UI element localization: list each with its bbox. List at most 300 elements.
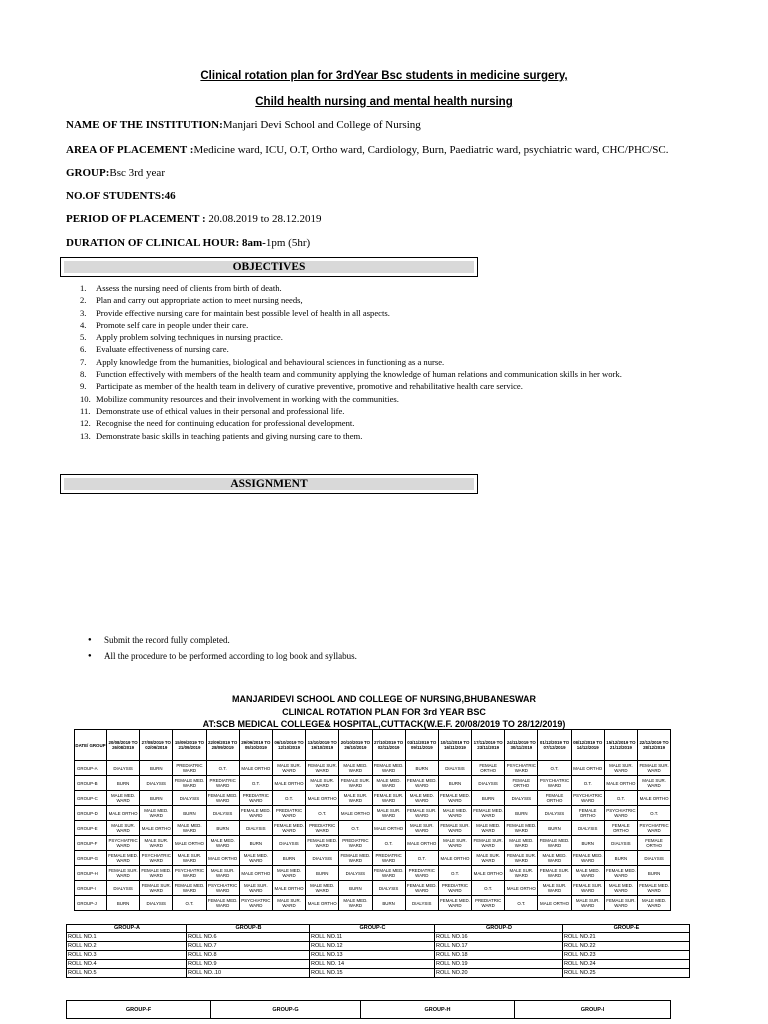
ward-cell: DIALYSIS bbox=[571, 821, 604, 836]
group-header-cell: GROUP-E bbox=[563, 925, 690, 933]
ward-cell: FEMALE ORTHO bbox=[472, 761, 505, 776]
plan-heading-line1: MANJARIDEVI SCHOOL AND COLLEGE OF NURSING,BHUBANESWAR bbox=[231, 694, 536, 704]
objective-number: 8. bbox=[80, 369, 87, 380]
ward-cell: FEMALE MED. WARD bbox=[140, 866, 173, 881]
ward-cell: BURN bbox=[140, 761, 173, 776]
objective-text: Apply problem solving techniques in nursing practice. bbox=[96, 332, 283, 343]
ward-cell: DIALYSIS bbox=[339, 866, 372, 881]
assignment-heading: ASSIGNMENT bbox=[64, 478, 474, 490]
ward-cell: MALE SUR. WARD bbox=[239, 881, 272, 896]
ward-cell: PSYCHIATRIC WARD bbox=[107, 836, 140, 851]
info-value: Bsc 3rd year bbox=[109, 167, 165, 179]
roll-cell: ROLL NO.17 bbox=[435, 942, 563, 951]
ward-cell: MALE SUR. WARD bbox=[272, 761, 305, 776]
ward-cell: MALE SUR. WARD bbox=[438, 836, 471, 851]
roll-cell: ROLL NO.12 bbox=[310, 942, 435, 951]
ward-cell: BURN bbox=[638, 866, 671, 881]
table-header-cell: 27/10/2019 TO 02/11/2019 bbox=[372, 730, 405, 761]
objective-item bbox=[80, 417, 700, 429]
objective-number: 12. bbox=[80, 418, 91, 429]
ward-cell: MALE SUR. WARD bbox=[405, 821, 438, 836]
table-header-cell: 13/10/2019 TO 19/10/2019 bbox=[306, 730, 339, 761]
ward-cell: DIALYSIS bbox=[206, 806, 239, 821]
ward-cell: PSYCHIATRIC WARD bbox=[206, 881, 239, 896]
ward-cell: FEMALE MED. WARD bbox=[438, 896, 471, 911]
ward-cell: FEMALE SUR. WARD bbox=[438, 821, 471, 836]
ward-cell: PSYCHIATRIC WARD bbox=[140, 851, 173, 866]
document-title-line1: Clinical rotation plan for 3rdYear Bsc students in medicine surgery, bbox=[200, 70, 568, 82]
notes-list bbox=[88, 632, 357, 664]
roll-cell: ROLL NO.5 bbox=[67, 969, 187, 978]
ward-cell: MALE MED. WARD bbox=[339, 761, 372, 776]
ward-cell: BURN bbox=[372, 896, 405, 911]
roll-cell: ROLL NO.1 bbox=[67, 933, 187, 942]
table-row bbox=[75, 821, 671, 836]
ward-cell: BURN bbox=[107, 896, 140, 911]
table-header-cell: 24/11/2019 TO 30/11/2019 bbox=[505, 730, 538, 761]
ward-cell: PREDIATRIC WARD bbox=[239, 791, 272, 806]
objective-text: Participate as member of the health team in delivery of curative preventive, promotive and rehabilitative health care service. bbox=[96, 381, 523, 392]
ward-cell: FEMALE MED. WARD bbox=[372, 761, 405, 776]
ward-cell: MALE ORTHO bbox=[272, 881, 305, 896]
objective-item bbox=[80, 331, 700, 343]
table-row bbox=[75, 881, 671, 896]
ward-cell: O.T. bbox=[505, 896, 538, 911]
ward-cell: BURN bbox=[306, 866, 339, 881]
objective-text: Demonstrate basic skills in teaching patients and giving nursing care to them. bbox=[96, 430, 363, 441]
ward-cell: MALE ORTHO bbox=[239, 866, 272, 881]
ward-cell: MALE ORTHO bbox=[604, 776, 637, 791]
group-header-cell: GROUP-C bbox=[310, 925, 435, 933]
table-row bbox=[75, 806, 671, 821]
ward-cell: PREDIATRIC WARD bbox=[438, 881, 471, 896]
ward-cell: FEMALE SUR. WARD bbox=[505, 851, 538, 866]
info-label: GROUP: bbox=[66, 167, 110, 179]
plan-heading-line2: CLINICAL ROTATION PLAN FOR 3rd YEAR BSC bbox=[282, 707, 486, 717]
table-row bbox=[67, 933, 690, 942]
roll-cell: ROLL NO.8 bbox=[187, 951, 310, 960]
ward-cell: DIALYSIS bbox=[140, 896, 173, 911]
table-header-cell: 17/11/2019 TO 23/11/2019 bbox=[472, 730, 505, 761]
objective-item bbox=[80, 368, 700, 380]
table-row bbox=[75, 836, 671, 851]
ward-cell: FEMALE MED. WARD bbox=[638, 881, 671, 896]
ward-cell: BURN bbox=[239, 836, 272, 851]
table-header-cell: 27/08/2019 TO 02/09/2019 bbox=[140, 730, 173, 761]
roll-cell: ROLL NO.4 bbox=[67, 960, 187, 969]
ward-cell: MALE MED. WARD bbox=[538, 851, 571, 866]
table-header-cell: 15/09/2019 TO 21/09/2019 bbox=[173, 730, 206, 761]
ward-cell: MALE SUR. WARD bbox=[306, 776, 339, 791]
ward-cell: MALE SUR. WARD bbox=[505, 866, 538, 881]
table-header-cell: 10/11/2019 TO 16/11/2019 bbox=[438, 730, 471, 761]
info-label: AREA OF PLACEMENT : bbox=[66, 144, 194, 156]
ward-cell: MALE SUR. WARD bbox=[638, 776, 671, 791]
ward-cell: DIALYSIS bbox=[638, 851, 671, 866]
objective-item bbox=[80, 380, 700, 392]
table-header-row bbox=[67, 1001, 671, 1019]
objective-number: 13. bbox=[80, 430, 91, 441]
table-row bbox=[75, 791, 671, 806]
objective-item bbox=[80, 343, 700, 355]
info-value: Medicine ward, ICU, O.T, Ortho ward, Cardiology, Burn, Paediatric ward, psychiatric ward, CHC/PHC/SC. bbox=[193, 144, 669, 156]
objective-text: Recognise the need for continuing education for professional development. bbox=[96, 418, 355, 429]
ward-cell: O.T. bbox=[538, 761, 571, 776]
roll-cell: ROLL NO.3 bbox=[67, 951, 187, 960]
ward-cell: FEMALE ORTHO bbox=[571, 806, 604, 821]
ward-cell: FEMALE MED. WARD bbox=[306, 836, 339, 851]
ward-cell: FEMALE SUR. WARD bbox=[306, 761, 339, 776]
ward-cell: DIALYSIS bbox=[140, 776, 173, 791]
ward-cell: BURN bbox=[604, 851, 637, 866]
ward-cell: BURN bbox=[405, 761, 438, 776]
ward-cell: FEMALE MED. WARD bbox=[339, 851, 372, 866]
roll-cell: ROLL NO.16 bbox=[435, 933, 563, 942]
ward-cell: MALE MED. WARD bbox=[438, 806, 471, 821]
ward-cell: MALE ORTHO bbox=[505, 881, 538, 896]
group-header-cell: GROUP-F bbox=[67, 1001, 211, 1019]
ward-cell: DIALYSIS bbox=[405, 896, 438, 911]
objective-number: 11. bbox=[80, 405, 91, 416]
ward-cell: FEMALE SUR. WARD bbox=[538, 866, 571, 881]
roll-cell: ROLL NO.15 bbox=[310, 969, 435, 978]
ward-cell: MALE ORTHO bbox=[272, 776, 305, 791]
group-cell: GROUP-D bbox=[75, 806, 107, 821]
ward-cell: DIALYSIS bbox=[239, 821, 272, 836]
group-cell: GROUP-A bbox=[75, 761, 107, 776]
objective-text: Mobilize community resources and their involvement in working with the communities. bbox=[96, 393, 399, 404]
objective-text: Promote self care in people under their care. bbox=[96, 319, 249, 330]
ward-cell: MALE SUR. WARD bbox=[173, 851, 206, 866]
ward-cell: PREDIATRIC WARD bbox=[206, 776, 239, 791]
ward-cell: FEMALE MED. WARD bbox=[107, 851, 140, 866]
ward-cell: MALE MED. WARD bbox=[372, 776, 405, 791]
ward-cell: DIALYSIS bbox=[107, 761, 140, 776]
ward-cell: MALE ORTHO bbox=[438, 851, 471, 866]
roll-cell: ROLL NO.22 bbox=[563, 942, 690, 951]
ward-cell: MALE SUR. WARD bbox=[107, 821, 140, 836]
objective-item bbox=[80, 356, 700, 368]
ward-cell: MALE SUR. WARD bbox=[571, 896, 604, 911]
ward-cell: MALE SUR. WARD bbox=[140, 836, 173, 851]
ward-cell: BURN bbox=[272, 851, 305, 866]
ward-cell: MALE MED. WARD bbox=[405, 791, 438, 806]
ward-cell: BURN bbox=[107, 776, 140, 791]
objective-item bbox=[80, 430, 700, 442]
group-header-cell: GROUP-G bbox=[211, 1001, 361, 1019]
ward-cell: FEMALE ORTHO bbox=[638, 836, 671, 851]
ward-cell: MALE ORTHO bbox=[140, 821, 173, 836]
info-value: 1pm (5hr) bbox=[265, 237, 311, 249]
ward-cell: O.T. bbox=[306, 806, 339, 821]
ward-cell: FEMALE MED. WARD bbox=[239, 806, 272, 821]
ward-cell: O.T. bbox=[604, 791, 637, 806]
ward-cell: FEMALE SUR. WARD bbox=[405, 806, 438, 821]
ward-cell: FEMALE MED. WARD bbox=[472, 806, 505, 821]
ward-cell: MALE MED. WARD bbox=[107, 791, 140, 806]
objective-number: 1. bbox=[80, 283, 87, 293]
ward-cell: DIALYSIS bbox=[438, 761, 471, 776]
ward-cell: FEMALE SUR. WARD bbox=[604, 896, 637, 911]
group-cell: GROUP-G bbox=[75, 851, 107, 866]
ward-cell: MALE ORTHO bbox=[538, 896, 571, 911]
ward-cell: O.T. bbox=[339, 821, 372, 836]
group-header-cell: GROUP-B bbox=[187, 925, 310, 933]
roll-group-table bbox=[66, 924, 690, 978]
ward-cell: MALE ORTHO bbox=[372, 821, 405, 836]
group-header-cell: GROUP-A bbox=[67, 925, 187, 933]
objective-number: 3. bbox=[80, 307, 87, 318]
table-row bbox=[75, 896, 671, 911]
objective-number: 10. bbox=[80, 393, 91, 404]
roll-cell: ROLL NO.18 bbox=[435, 951, 563, 960]
info-period bbox=[66, 213, 321, 225]
ward-cell: MALE ORTHO bbox=[638, 791, 671, 806]
ward-cell: MALE MED. WARD bbox=[272, 866, 305, 881]
info-value: Manjari Devi School and College of Nursing bbox=[222, 119, 421, 131]
ward-cell: MALE SUR. WARD bbox=[472, 851, 505, 866]
ward-cell: MALE MED. WARD bbox=[140, 806, 173, 821]
roll-cell: ROLL NO.24 bbox=[563, 960, 690, 969]
table-header-cell: 22/09/2019 TO 28/09/2019 bbox=[206, 730, 239, 761]
table-header-cell: DATE/ GROUP bbox=[75, 730, 107, 761]
table-row bbox=[67, 969, 690, 978]
group-header-cell: GROUP-D bbox=[435, 925, 563, 933]
table-header-cell: 22/12/2019 TO 28/12/2019 bbox=[638, 730, 671, 761]
objectives-list bbox=[80, 282, 700, 442]
ward-cell: FEMALE MED. WARD bbox=[173, 881, 206, 896]
ward-cell: PSYCHIATRIC WARD bbox=[604, 806, 637, 821]
ward-cell: PREDIATRIC WARD bbox=[339, 836, 372, 851]
ward-cell: FEMALE MED. WARD bbox=[505, 821, 538, 836]
group-cell: GROUP-E bbox=[75, 821, 107, 836]
table-header-cell: 08/12/2019 TO 14/12/2019 bbox=[571, 730, 604, 761]
ward-cell: BURN bbox=[140, 791, 173, 806]
group-cell: GROUP-F bbox=[75, 836, 107, 851]
ward-cell: MALE ORTHO bbox=[306, 791, 339, 806]
ward-cell: BURN bbox=[438, 776, 471, 791]
ward-cell: MALE ORTHO bbox=[173, 836, 206, 851]
ward-cell: BURN bbox=[206, 821, 239, 836]
ward-cell: O.T. bbox=[405, 851, 438, 866]
objective-number: 4. bbox=[80, 319, 87, 330]
objective-item bbox=[80, 307, 700, 319]
roll-cell: ROLL NO.21 bbox=[563, 933, 690, 942]
ward-cell: DIALYSIS bbox=[604, 836, 637, 851]
list-item: ● All the procedure to be performed according to log book and syllabus. bbox=[88, 648, 357, 664]
group-cell: GROUP-B bbox=[75, 776, 107, 791]
objective-number: 9. bbox=[80, 381, 87, 392]
ward-cell: FEMALE MED. WARD bbox=[206, 791, 239, 806]
ward-cell: O.T. bbox=[571, 776, 604, 791]
ward-cell: BURN bbox=[339, 881, 372, 896]
table-row bbox=[75, 866, 671, 881]
plan-heading-line3: AT:SCB MEDICAL COLLEGE& HOSPITAL,CUTTACK(W.E.F. 20/08/2019 TO 28/12/2019) bbox=[202, 719, 566, 729]
ward-cell: FEMALE SUR. WARD bbox=[372, 791, 405, 806]
ward-cell: FEMALE MED. WARD bbox=[173, 776, 206, 791]
roll-cell: ROLL NO.2 bbox=[67, 942, 187, 951]
ward-cell: PREDIATRIC WARD bbox=[272, 806, 305, 821]
roll-cell: ROLL NO.23 bbox=[563, 951, 690, 960]
list-item: ● Submit the record fully completed. bbox=[88, 632, 357, 648]
table-row bbox=[75, 776, 671, 791]
info-institution bbox=[66, 119, 421, 131]
ward-cell: MALE ORTHO bbox=[472, 866, 505, 881]
objective-text: Function effectively with members of the health team and community applying the knowledge of human relations and communication skills in her work. bbox=[96, 369, 622, 380]
ward-cell: MALE SUR. WARD bbox=[538, 881, 571, 896]
ward-cell: DIALYSIS bbox=[173, 791, 206, 806]
ward-cell: DIALYSIS bbox=[107, 881, 140, 896]
ward-cell: FEMALE MED. WARD bbox=[272, 821, 305, 836]
objective-text: Plan and carry out appropriate action to meet nursing needs, bbox=[96, 295, 303, 306]
roll-cell: ROLL NO.9 bbox=[187, 960, 310, 969]
objective-number: 7. bbox=[80, 356, 87, 367]
ward-cell: O.T. bbox=[206, 761, 239, 776]
ward-cell: MALE MED. WARD bbox=[505, 836, 538, 851]
ward-cell: FEMALE SUR. WARD bbox=[638, 761, 671, 776]
roll-cell: ROLL NO. 14 bbox=[310, 960, 435, 969]
ward-cell: O.T. bbox=[438, 866, 471, 881]
objective-text: Assess the nursing need of clients from birth of death. bbox=[96, 283, 282, 293]
ward-cell: FEMALE SUR. WARD bbox=[571, 881, 604, 896]
objective-item bbox=[80, 294, 700, 306]
ward-cell: MALE ORTHO bbox=[571, 761, 604, 776]
ward-cell: FEMALE ORTHO bbox=[538, 791, 571, 806]
ward-cell: MALE ORTHO bbox=[206, 851, 239, 866]
roll-cell: ROLL NO.7 bbox=[187, 942, 310, 951]
assignment-banner bbox=[60, 474, 478, 494]
objective-number: 6. bbox=[80, 344, 87, 355]
ward-cell: PREDIATRIC WARD bbox=[405, 866, 438, 881]
ward-cell: PSYCHIATRIC WARD bbox=[505, 761, 538, 776]
ward-cell: BURN bbox=[571, 836, 604, 851]
table-row bbox=[75, 761, 671, 776]
roll-cell: ROLL NO..10 bbox=[187, 969, 310, 978]
ward-cell: PSYCHIATRIC WARD bbox=[239, 896, 272, 911]
ward-cell: MALE SUR. WARD bbox=[604, 761, 637, 776]
info-students bbox=[66, 190, 176, 202]
ward-cell: FEMALE MED. WARD bbox=[604, 866, 637, 881]
ward-cell: BURN bbox=[538, 821, 571, 836]
ward-cell: FEMALE MED. WARD bbox=[571, 851, 604, 866]
ward-cell: PREDIATRIC WARD bbox=[173, 761, 206, 776]
objectives-heading: OBJECTIVES bbox=[64, 261, 474, 273]
objective-number: 5. bbox=[80, 332, 87, 343]
ward-cell: FEMALE MED. WARD bbox=[538, 836, 571, 851]
objective-item bbox=[80, 393, 700, 405]
ward-cell: MALE MED. WARD bbox=[339, 896, 372, 911]
table-header-cell: 06/10/2019 TO 12/10/2019 bbox=[272, 730, 305, 761]
info-group bbox=[66, 167, 165, 179]
ward-cell: O.T. bbox=[472, 881, 505, 896]
ward-cell: MALE MED. WARD bbox=[571, 866, 604, 881]
ward-cell: MALE MED. WARD bbox=[239, 851, 272, 866]
objectives-banner bbox=[60, 257, 478, 277]
table-header-cell: 01/12/2019 TO 07/12/2019 bbox=[538, 730, 571, 761]
roll-cell: ROLL NO.20 bbox=[435, 969, 563, 978]
roll-group-table-2 bbox=[66, 1000, 671, 1019]
ward-cell: MALE SUR. WARD bbox=[206, 866, 239, 881]
document-title-line2: Child health nursing and mental health nursing bbox=[255, 96, 513, 108]
ward-cell: FEMALE SUR. WARD bbox=[140, 881, 173, 896]
objective-item bbox=[80, 319, 700, 331]
ward-cell: MALE SUR. WARD bbox=[272, 896, 305, 911]
table-header-cell: 15/12/2019 TO 21/12/2019 bbox=[604, 730, 637, 761]
ward-cell: BURN bbox=[173, 806, 206, 821]
info-label: NAME OF THE INSTITUTION: bbox=[66, 119, 223, 131]
ward-cell: MALE ORTHO bbox=[405, 836, 438, 851]
ward-cell: O.T. bbox=[372, 836, 405, 851]
table-header-row bbox=[75, 730, 671, 761]
ward-cell: MALE ORTHO bbox=[107, 806, 140, 821]
ward-cell: PREDIATRIC WARD bbox=[306, 821, 339, 836]
ward-cell: FEMALE MED. WARD bbox=[405, 776, 438, 791]
ward-cell: MALE MED. WARD bbox=[472, 821, 505, 836]
info-label: PERIOD OF PLACEMENT : bbox=[66, 213, 209, 225]
ward-cell: O.T. bbox=[239, 776, 272, 791]
objective-item bbox=[80, 282, 700, 294]
group-cell: GROUP-J bbox=[75, 896, 107, 911]
ward-cell: DIALYSIS bbox=[372, 881, 405, 896]
table-row bbox=[75, 851, 671, 866]
ward-cell: MALE ORTHO bbox=[306, 896, 339, 911]
roll-cell: ROLL NO.11 bbox=[310, 933, 435, 942]
objective-number: 2. bbox=[80, 295, 87, 306]
ward-cell: DIALYSIS bbox=[272, 836, 305, 851]
ward-cell: MALE SUR. WARD bbox=[339, 791, 372, 806]
ward-cell: PSYCHIATRIC WARD bbox=[571, 791, 604, 806]
rotation-table bbox=[74, 729, 671, 911]
ward-cell: PSYCHIATRIC WARD bbox=[173, 866, 206, 881]
objective-item bbox=[80, 405, 700, 417]
ward-cell: FEMALE ORTHO bbox=[604, 821, 637, 836]
objective-text: Evaluate effectiveness of nursing care. bbox=[96, 344, 229, 355]
ward-cell: BURN bbox=[505, 806, 538, 821]
ward-cell: PSYCHIATRIC WARD bbox=[638, 821, 671, 836]
roll-cell: ROLL NO.6 bbox=[187, 933, 310, 942]
info-label: DURATION OF CLINICAL HOUR: 8am- bbox=[66, 237, 266, 249]
group-cell: GROUP-H bbox=[75, 866, 107, 881]
roll-cell: ROLL NO.19 bbox=[435, 960, 563, 969]
ward-cell: FEMALE MED. WARD bbox=[405, 881, 438, 896]
info-duration bbox=[66, 237, 310, 249]
ward-cell: BURN bbox=[472, 791, 505, 806]
ward-cell: MALE ORTHO bbox=[339, 806, 372, 821]
table-header-cell: 03/11/2019 TO 09/11/2019 bbox=[405, 730, 438, 761]
ward-cell: MALE MED. WARD bbox=[206, 836, 239, 851]
ward-cell: MALE MED. WARD bbox=[638, 896, 671, 911]
ward-cell: DIALYSIS bbox=[306, 851, 339, 866]
ward-cell: MALE MED. WARD bbox=[173, 821, 206, 836]
table-header-row bbox=[67, 925, 690, 933]
table-header-cell: 29/09/2019 TO 05/10/2019 bbox=[239, 730, 272, 761]
info-value: 20.08.2019 to 28.12.2019 bbox=[208, 213, 322, 225]
info-area bbox=[66, 144, 669, 156]
ward-cell: DIALYSIS bbox=[505, 791, 538, 806]
info-label: NO.OF STUDENTS:46 bbox=[66, 190, 176, 202]
ward-cell: DIALYSIS bbox=[472, 776, 505, 791]
group-header-cell: GROUP-I bbox=[515, 1001, 671, 1019]
objective-text: Provide effective nursing care for maintain best possible level of health in all aspects. bbox=[96, 307, 390, 318]
table-row bbox=[67, 942, 690, 951]
ward-cell: MALE ORTHO bbox=[239, 761, 272, 776]
roll-cell: ROLL NO.13 bbox=[310, 951, 435, 960]
roll-cell: ROLL NO.25 bbox=[563, 969, 690, 978]
ward-cell: O.T. bbox=[173, 896, 206, 911]
ward-cell: PREDIATRIC WARD bbox=[372, 851, 405, 866]
ward-cell: FEMALE SUR. WARD bbox=[339, 776, 372, 791]
ward-cell: FEMALE ORTHO bbox=[505, 776, 538, 791]
